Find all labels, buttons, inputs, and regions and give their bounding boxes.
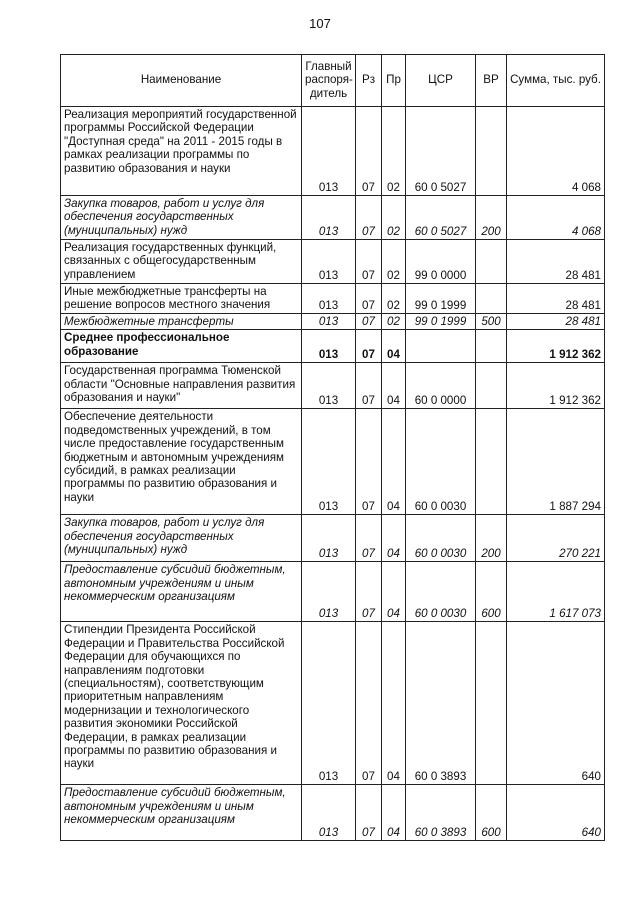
row-csr-cell: 99 0 1999 [406, 314, 476, 330]
row-rz-cell: 07 [356, 330, 382, 363]
row-rz-cell: 07 [356, 284, 382, 314]
row-name-cell: Среднее профессиональное образование [61, 330, 302, 363]
row-vr-cell: 600 [476, 785, 507, 841]
row-name-cell: Стипендии Президента Российской Федерации и Правительства Российской Федерации для обучающихся по направлениям подготовки (специальностям), соответствующим приоритетным направлениям модернизации и технологического развития экономики Российской Федерации, в рамках реализации программы по развитию образования и науки [61, 622, 302, 785]
row-vr-cell: 600 [476, 562, 507, 622]
header-pr: Пр [382, 55, 406, 107]
row-name-cell: Предоставление субсидий бюджетным, автономным учреждениям и иным некоммерческим организациям [61, 562, 302, 622]
row-name-cell: Государственная программа Тюменской области "Основные направления развития образования и науки" [61, 363, 302, 409]
header-glav: Главный распоря-дитель [302, 55, 356, 107]
row-sum-cell: 28 481 [507, 284, 605, 314]
row-pr-cell: 02 [382, 284, 406, 314]
row-glav-cell: 013 [302, 240, 356, 284]
row-csr-cell: 60 0 0030 [406, 515, 476, 562]
row-sum-cell: 28 481 [507, 240, 605, 284]
row-pr-cell: 04 [382, 785, 406, 841]
row-sum-cell: 1 617 073 [507, 562, 605, 622]
row-csr-cell: 60 0 5027 [406, 196, 476, 240]
row-name-cell: Межбюджетные трансферты [61, 314, 302, 330]
row-csr-cell: 60 0 0030 [406, 409, 476, 515]
row-rz-cell: 07 [356, 785, 382, 841]
row-vr-cell: 500 [476, 314, 507, 330]
row-pr-cell: 02 [382, 196, 406, 240]
row-csr-cell: 99 0 0000 [406, 240, 476, 284]
row-csr-cell: 60 0 0030 [406, 562, 476, 622]
row-glav-cell: 013 [302, 196, 356, 240]
row-name-cell: Реализация мероприятий государственной программы Российской Федерации "Доступная среда" на 2011 - 2015 годы в рамках реализации программы по развитию образования и науки [61, 107, 302, 196]
row-pr-cell: 04 [382, 363, 406, 409]
row-glav-cell: 013 [302, 284, 356, 314]
row-name-cell: Реализация государственных функций, связанных с общегосударственным управлением [61, 240, 302, 284]
row-rz-cell: 07 [356, 409, 382, 515]
row-vr-cell [476, 622, 507, 785]
row-sum-cell: 4 068 [507, 107, 605, 196]
row-rz-cell: 07 [356, 240, 382, 284]
row-rz-cell: 07 [356, 622, 382, 785]
row-rz-cell: 07 [356, 515, 382, 562]
row-rz-cell: 07 [356, 314, 382, 330]
row-csr-cell: 60 0 0000 [406, 363, 476, 409]
table-header-row [61, 55, 605, 107]
row-pr-cell: 04 [382, 409, 406, 515]
header-csr: ЦСР [406, 55, 476, 107]
row-name-cell: Иные межбюджетные трансферты на решение вопросов местного значения [61, 284, 302, 314]
row-name-cell: Закупка товаров, работ и услуг для обеспечения государственных (муниципальных) нужд [61, 515, 302, 562]
row-glav-cell: 013 [302, 330, 356, 363]
row-rz-cell: 07 [356, 562, 382, 622]
row-sum-cell: 270 221 [507, 515, 605, 562]
table-row [61, 515, 605, 562]
table-row [61, 314, 605, 330]
row-vr-cell [476, 330, 507, 363]
row-sum-cell: 640 [507, 785, 605, 841]
row-vr-cell: 200 [476, 196, 507, 240]
row-sum-cell: 4 068 [507, 196, 605, 240]
row-glav-cell: 013 [302, 562, 356, 622]
page-number: 107 [309, 16, 331, 31]
row-glav-cell: 013 [302, 409, 356, 515]
row-name-cell: Обеспечение деятельности подведомственных учреждений, в том числе предоставление государственным бюджетным и автономным учреждениям субсидий, в рамках реализации программы по развитию образования и науки [61, 409, 302, 515]
row-csr-cell: 60 0 3893 [406, 785, 476, 841]
row-vr-cell [476, 284, 507, 314]
row-glav-cell: 013 [302, 107, 356, 196]
row-name-cell: Закупка товаров, работ и услуг для обеспечения государственных (муниципальных) нужд [61, 196, 302, 240]
table-row [61, 240, 605, 284]
row-csr-cell: 60 0 3893 [406, 622, 476, 785]
row-vr-cell [476, 363, 507, 409]
row-rz-cell: 07 [356, 107, 382, 196]
budget-table [60, 54, 605, 841]
row-name-cell: Предоставление субсидий бюджетным, автономным учреждениям и иным некоммерческим организациям [61, 785, 302, 841]
row-glav-cell: 013 [302, 622, 356, 785]
row-pr-cell: 02 [382, 240, 406, 284]
table-row [61, 196, 605, 240]
row-sum-cell: 1 912 362 [507, 363, 605, 409]
table-row [61, 622, 605, 785]
row-pr-cell: 04 [382, 622, 406, 785]
row-sum-cell: 1 912 362 [507, 330, 605, 363]
table-row [61, 409, 605, 515]
row-pr-cell: 04 [382, 562, 406, 622]
row-pr-cell: 04 [382, 330, 406, 363]
table-row [61, 284, 605, 314]
row-glav-cell: 013 [302, 363, 356, 409]
row-vr-cell [476, 240, 507, 284]
row-pr-cell: 02 [382, 107, 406, 196]
table-row [61, 785, 605, 841]
table-row [61, 107, 605, 196]
row-pr-cell: 02 [382, 314, 406, 330]
header-vr: ВР [476, 55, 507, 107]
table-row [61, 363, 605, 409]
row-csr-cell: 99 0 1999 [406, 284, 476, 314]
row-vr-cell [476, 409, 507, 515]
row-vr-cell [476, 107, 507, 196]
row-glav-cell: 013 [302, 785, 356, 841]
table-row [61, 562, 605, 622]
row-glav-cell: 013 [302, 314, 356, 330]
row-rz-cell: 07 [356, 363, 382, 409]
row-pr-cell: 04 [382, 515, 406, 562]
table-row [61, 330, 605, 363]
header-sum: Сумма, тыс. руб. [507, 55, 605, 107]
row-glav-cell: 013 [302, 515, 356, 562]
row-rz-cell: 07 [356, 196, 382, 240]
row-vr-cell: 200 [476, 515, 507, 562]
header-rz: Рз [356, 55, 382, 107]
row-csr-cell [406, 330, 476, 363]
row-sum-cell: 28 481 [507, 314, 605, 330]
header-name: Наименование [61, 55, 302, 107]
row-sum-cell: 640 [507, 622, 605, 785]
row-sum-cell: 1 887 294 [507, 409, 605, 515]
row-csr-cell: 60 0 5027 [406, 107, 476, 196]
